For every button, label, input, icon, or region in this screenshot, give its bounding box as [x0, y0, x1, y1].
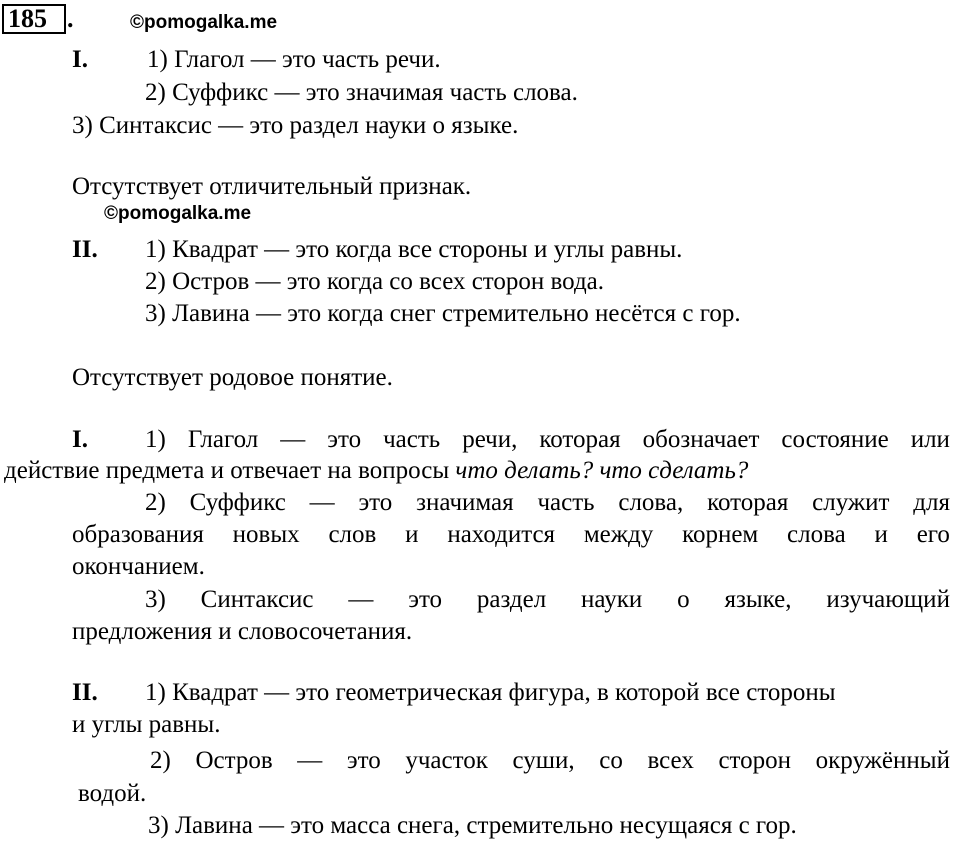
part1-item-1: 1) Глагол — это часть речи. [147, 46, 441, 73]
part1-roman: I. [72, 46, 88, 73]
word: и [405, 521, 419, 548]
word: слов [328, 521, 377, 548]
part4-item2-line2: водой. [78, 780, 147, 807]
part1-item-2: 2) Суффикс — это значимая часть слова. [145, 79, 578, 106]
word: обозначает [642, 426, 760, 453]
word: это [408, 586, 443, 613]
part3-item1-line1 [145, 425, 950, 455]
part4-item3-line1: 3) Лавина — это масса снега, стремительно несущаяся с гор. [148, 812, 797, 839]
word: изучающий [826, 586, 950, 613]
part2-item-3: 3) Лавина — это когда снег стремительно несётся с гор. [145, 300, 741, 327]
word: часть [383, 426, 441, 453]
part1-item-3: 3) Синтаксис — это раздел науки о языке. [72, 112, 519, 139]
word: слова, [618, 489, 684, 516]
part2-roman: II. [72, 236, 98, 263]
part3-item1-line2 [4, 456, 748, 486]
part3-item3-line1 [145, 585, 950, 615]
part4-item2-line1 [150, 746, 950, 776]
word: участок [405, 747, 488, 774]
part1-conclusion: Отсутствует отличительный признак. [72, 173, 472, 200]
part4-item1-line1: 1) Квадрат — это геометрическая фигура, в которой все стороны [145, 679, 836, 706]
word: раздел [476, 586, 547, 613]
word: сторон [718, 747, 792, 774]
word: 2) [145, 489, 166, 516]
word: его [916, 521, 950, 548]
exercise-number: 185 [2, 4, 66, 34]
part4-roman: II. [72, 679, 98, 706]
word: Синтаксис [200, 586, 314, 613]
word: речи, [462, 426, 518, 453]
word: корнем [682, 521, 759, 548]
word: служит [812, 489, 890, 516]
exercise-number-dot: . [67, 4, 74, 33]
word: языке, [724, 586, 792, 613]
word: 3) [145, 586, 166, 613]
word: которая [539, 426, 621, 453]
word: — [309, 489, 335, 516]
word: это [327, 426, 362, 453]
part2-item-1: 1) Квадрат — это когда все стороны и углы равны. [145, 236, 683, 263]
word: Остров [195, 747, 273, 774]
part3-roman: I. [72, 426, 88, 453]
word: суши, [512, 747, 575, 774]
watermark: ©pomogalka.me [130, 12, 278, 33]
word: 1) [145, 426, 166, 453]
word: между [583, 521, 654, 548]
word: 2) [150, 747, 171, 774]
word: о [677, 586, 690, 613]
word: новых [232, 521, 300, 548]
word: Суффикс [189, 489, 286, 516]
word: слова [787, 521, 846, 548]
part4-item1-line2: и углы равны. [72, 711, 221, 738]
word: это [346, 747, 381, 774]
part3-item1-text: действие предмета и отвечает на вопросы [4, 457, 450, 484]
part2-item-2: 2) Остров — это когда со всех сторон вода. [145, 268, 605, 295]
watermark-2: ©pomogalka.me [104, 203, 252, 224]
word: находится [447, 521, 556, 548]
word: Глагол [187, 426, 259, 453]
word: — [297, 747, 323, 774]
word: образования [72, 521, 204, 548]
part2-conclusion: Отсутствует родовое понятие. [72, 364, 393, 391]
word: — [280, 426, 306, 453]
part3-item2-line2 [72, 520, 950, 550]
word: состояние [781, 426, 889, 453]
word: — [348, 586, 374, 613]
word: которая [707, 489, 789, 516]
word: со [599, 747, 623, 774]
word: окружённый [815, 747, 950, 774]
word: всех [647, 747, 694, 774]
word: науки [581, 586, 643, 613]
part3-item3-line2: предложения и словосочетания. [72, 618, 413, 645]
word: часть [537, 489, 595, 516]
word: и [874, 521, 888, 548]
word: это [358, 489, 393, 516]
part3-item2-line3: окончанием. [72, 553, 205, 580]
word: для [913, 489, 950, 516]
part3-item2-line1 [145, 488, 950, 518]
word: или [910, 426, 950, 453]
part3-item1-questions: что делать? что сделать? [455, 457, 749, 484]
word: значимая [416, 489, 514, 516]
